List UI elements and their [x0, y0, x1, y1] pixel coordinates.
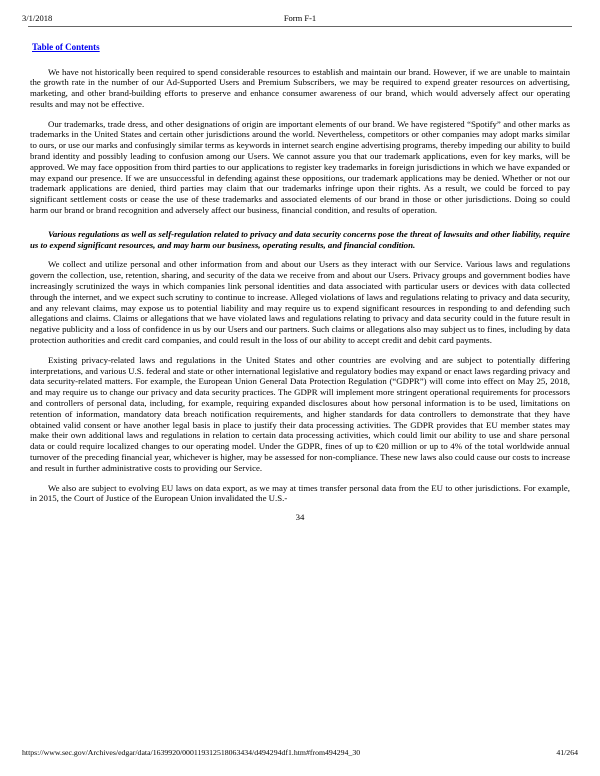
document-content — [30, 42, 570, 523]
paragraph-eu-data-export: We also are subject to evolving EU laws on data export, as we may at times transfer personal data from the EU to other jurisdictions. For example, in 2015, the Court of Justice of the European Union invalidated the U.S.- — [30, 482, 570, 504]
header-divider — [28, 26, 572, 27]
table-of-contents-link[interactable]: Table of Contents — [32, 42, 100, 52]
paragraph-gdpr: Existing privacy-related laws and regulations in the United States and other countries are evolving and are subject to potentially differing interpretations, and various U.S. federal and state or other international legislative and regulatory bodies may expand or enact laws regarding privacy and data security-related matters. For example, the European Union General Data Protection Regulation (“GDPR”) will come into effect on May 25, 2018, and may require us to change our privacy and data security practices. The GDPR will implement more stringent operational requirements for processors and controllers of personal data, including, for example, requiring expanded disclosures about how personal information is to be used, limitations on retention of information, mandatory data breach notification requirements, and higher standards for data controllers to demonstrate that they have obtained valid consent or have another legal basis in place to justify their data processing activities. The GDPR provides that EU member states may make their own additional laws and regulations in relation to certain data processing activities, which could limit our ability to use and share personal data or could require localized changes to our operating model. Under the GDPR, fines of up to €20 million or up to 4% of the total worldwide annual turnover of the preceding financial year, whichever is higher, may be assessed for non-compliance. These new laws also could cause our costs to increase and result in further administrative costs to providing our Service. — [30, 354, 570, 473]
page-number: 34 — [295, 512, 305, 523]
print-header-date: 3/1/2018 — [22, 13, 53, 23]
risk-factor-heading: Various regulations as well as self-regulation related to privacy and data security concerns pose the threat of lawsuits and other liability, require us to expend significant resources, and may harm our business, operating results, and financial condition. — [30, 228, 570, 250]
footer-url: https://www.sec.gov/Archives/edgar/data/1639920/000119312518063434/d494294df1.htm#from494294_30 — [22, 748, 361, 757]
print-header-title: Form F-1 — [283, 13, 317, 23]
paragraph-trademarks: Our trademarks, trade dress, and other designations of origin are important elements of our brand. We have registered “Spotify” and other marks as trademarks in the United States and certain other jurisdictions around the world. Nevertheless, competitors or other companies may adopt marks similar to ours, or use our marks and confusingly similar terms as keywords in internet search engine advertising programs, thereby impeding our ability to build brand identity and possibly leading to confusion among our Users. We cannot assure you that our trademark applications, even for key marks, will be approved. We may face opposition from third parties to our applications to register key trademarks in foreign jurisdictions in which we have expanded or may expand our presence. If we are unsuccessful in defending against these oppositions, our trademark applications may be denied. Whether or not our trademark applications are denied, third parties may claim that our trademarks infringe upon their rights. As a result, we could be forced to pay significant settlement costs or cease the use of these trademarks and associated elements of our brand in those or other jurisdictions. Doing so could harm our brand or brand recognition and adversely affect our business, financial condition, and results of operation. — [30, 118, 570, 216]
print-header — [22, 12, 578, 24]
paragraph-privacy-data-security: We collect and utilize personal and other information from and about our Users as they interact with our Service. Various laws and regulations govern the collection, use, retention, sharing, and security of the data we receive from and about our Users. Privacy groups and government bodies have increasingly scrutinized the ways in which companies link personal identities and data associated with particular users or devices with data collected through the internet, and we expect such scrutiny to continue to increase. Alleged violations of laws and regulations relating to privacy and data security, and any relevant claims, may expose us to potential liability and may require us to expend significant resources in responding to and defending such allegations and claims. Claims or allegations that we have violated laws and regulations relating to privacy and data security could in the future result in negative publicity and a loss of confidence in us by our Users and our partners. Such claims or allegations also may subject us to fines, including by data protection authorities and credit card companies, and could result in the loss of our ability to accept credit and debit card payments. — [30, 259, 570, 346]
footer-page-indicator: 41/264 — [556, 748, 578, 757]
print-footer — [22, 748, 578, 758]
paragraph-brand-resources: We have not historically been required to spend considerable resources to establish and maintain our brand. However, if we are unable to maintain the growth rate in the number of our Ad-Supported Users and Premium Subscribers, we may be required to expend greater resources on advertising, marketing, and other brand-building efforts to preserve and enhance consumer awareness of our brand, which would adversely affect our operating results and may not be effective. — [30, 66, 570, 109]
